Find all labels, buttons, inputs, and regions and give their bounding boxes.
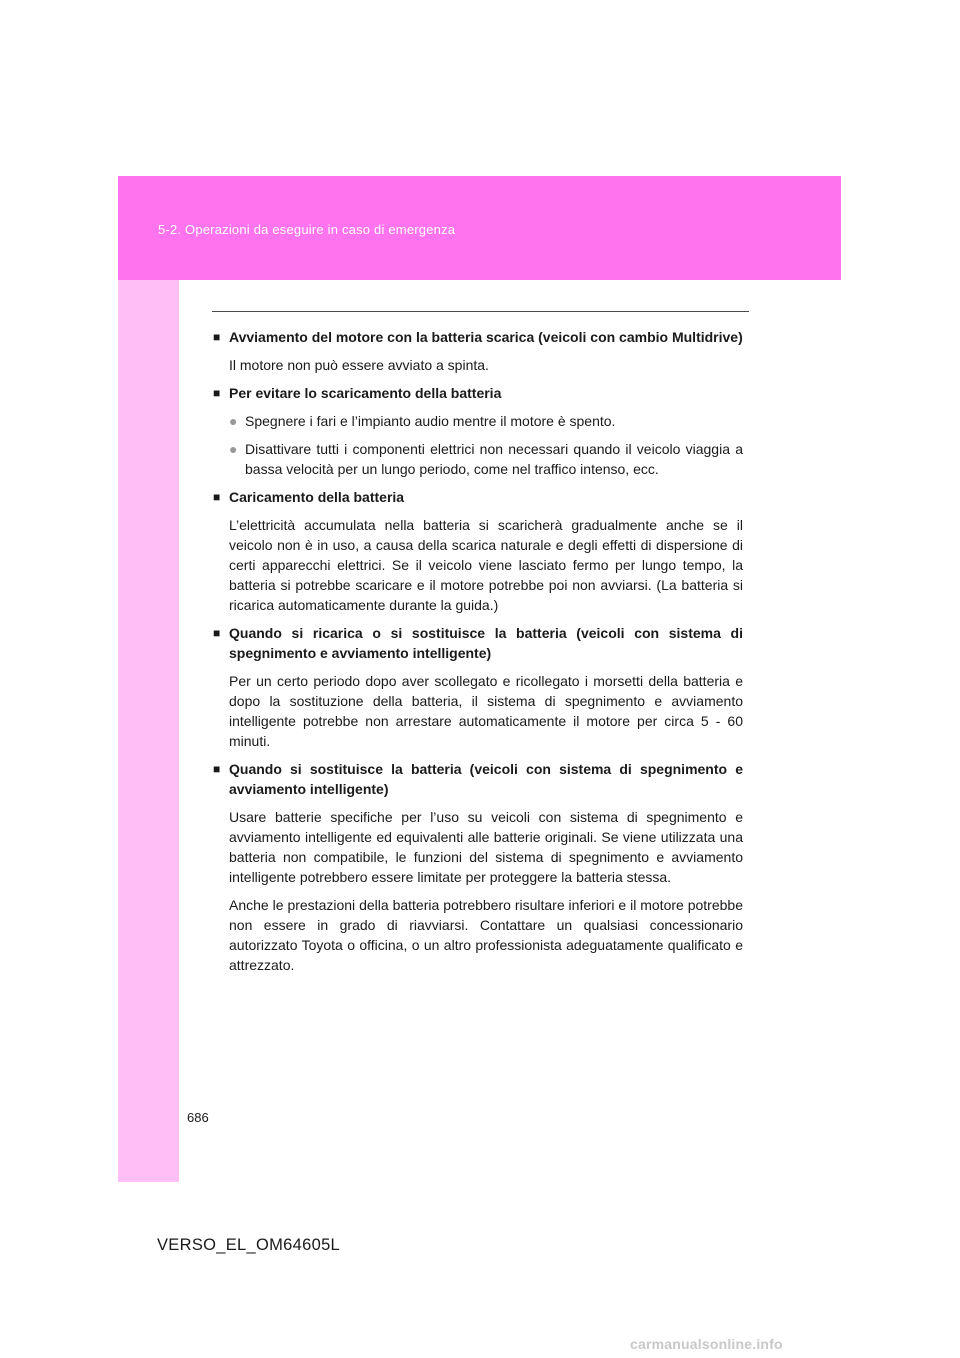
section-heading: ■ Per evitare lo scaricamento della batteria — [213, 385, 502, 401]
page-number: 686 — [187, 1110, 209, 1125]
section-heading: ■ Avviamento del motore con la batteria scarica (veicoli con cambio Multidrive) — [213, 329, 743, 345]
section-recharge-or-replace — [213, 623, 743, 751]
watermark: carmanualsonline.info — [630, 1336, 783, 1352]
list-item: ● Spegnere i fari e l’impianto audio mentre il motore è spento. — [229, 413, 616, 429]
header-band — [118, 176, 841, 280]
section-battery-dead-multidrive — [213, 327, 743, 375]
divider-line — [212, 311, 749, 312]
paragraph: L’elettricità accumulata nella batteria si scaricherà gradualmente anche se il veicolo non è in uso, a causa della scarica naturale e degli effetti di dispersione di certi apparecchi elettrici. Se il veicolo viene lasciato fermo per lungo tempo, la batteria si potrebbe scaricare e il motore potrebbe poi non avviarsi. (La batteria si ricarica automaticamente durante la guida.) — [229, 517, 743, 613]
section-heading: ■ Caricamento della batteria — [213, 489, 405, 505]
section-heading: ■ Quando si sostituisce la batteria (veicoli con sistema di spegnimento e avviamento intelligente) — [213, 761, 743, 797]
side-strip — [118, 280, 179, 1182]
circle-bullet-icon: ● — [229, 441, 238, 457]
page-content — [213, 327, 743, 983]
list-item: ● Disattivare tutti i componenti elettrici non necessari quando il veicolo viaggia a bassa velocità per un lungo periodo, come nel traffico intenso, ecc. — [229, 441, 743, 477]
section-avoid-discharge — [213, 383, 743, 479]
square-bullet-icon: ■ — [213, 330, 221, 344]
paragraph: Anche le prestazioni della batteria potrebbero risultare inferiori e il motore potrebbe non essere in grado di riavviarsi. Contattare un qualsiasi concessionario autorizzato Toyota o officina, o un altro professionista adeguatamente qualificato e attrezzato. — [229, 897, 743, 973]
square-bullet-icon: ■ — [213, 386, 221, 400]
document-code: VERSO_EL_OM64605L — [157, 1236, 341, 1254]
square-bullet-icon: ■ — [213, 626, 221, 640]
section-replace-battery — [213, 759, 743, 975]
section-heading: ■ Quando si ricarica o si sostituisce la batteria (veicoli con sistema di spegnimento e avviamento intelligente) — [213, 625, 743, 661]
square-bullet-icon: ■ — [213, 490, 221, 504]
section-title: 5-2. Operazioni da eseguire in caso di emergenza — [158, 222, 456, 237]
paragraph: Per un certo periodo dopo aver scollegato e ricollegato i morsetti della batteria e dopo la sostituzione della batteria, il sistema di spegnimento e avviamento intelligente potrebbe non arrestare automaticamente il motore per circa 5 - 60 minuti. — [229, 673, 743, 749]
square-bullet-icon: ■ — [213, 762, 221, 776]
paragraph: Il motore non può essere avviato a spinta. — [229, 357, 489, 373]
circle-bullet-icon: ● — [229, 413, 238, 429]
section-battery-charging — [213, 487, 743, 615]
paragraph: Usare batterie specifiche per l’uso su veicoli con sistema di spegnimento e avviamento intelligente ed equivalenti alle batterie originali. Se viene utilizzata una batteria non compatibile, le funzioni del sistema di spegnimento e avviamento intelligente potrebbero essere limitate per proteggere la batteria stessa. — [229, 809, 743, 885]
